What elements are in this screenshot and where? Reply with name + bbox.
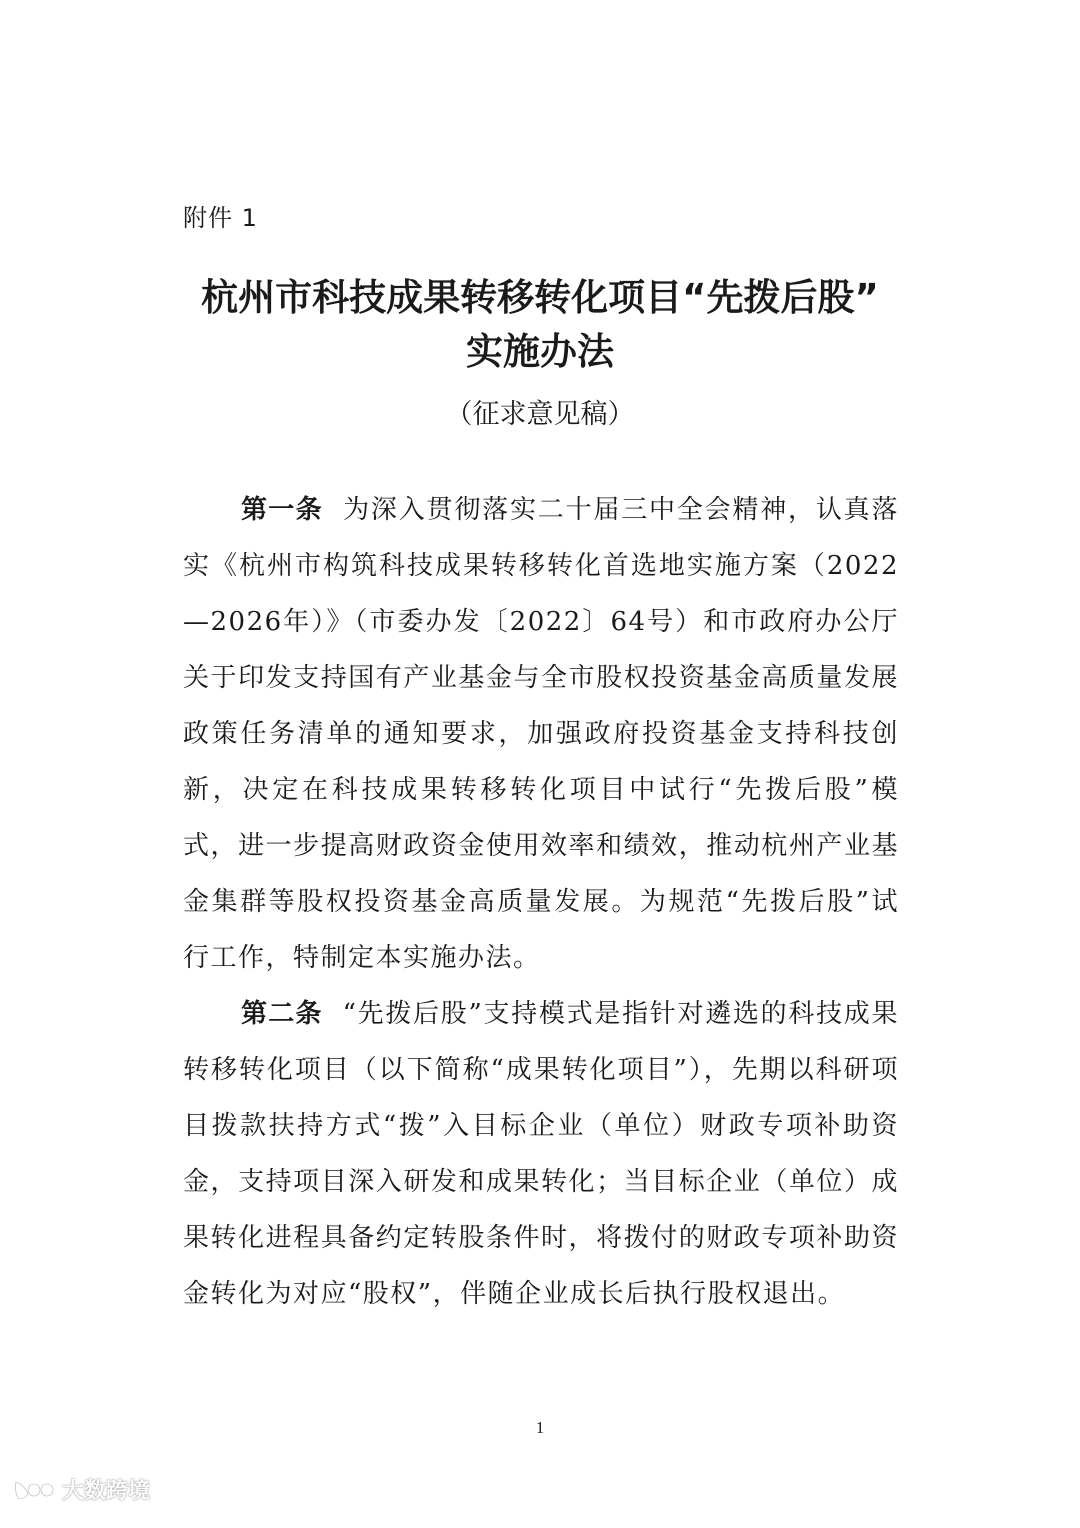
article-2 — [183, 986, 899, 1322]
ds-logo-icon — [12, 1478, 56, 1502]
article-1-text: 为深入贯彻落实二十届三中全会精神，认真落实《杭州市构筑科技成果转移转化首选地实施方案（2022—2026年）》（市委办发〔2022〕64号）和市政府办公厅关于印发支持国有产业基金与全市股权投资基金高质量发展政策任务清单的通知要求，加强政府投资基金支持科技创新，决定在科技成果转移转化项目中试行“先拨后股”模式，进一步提高财政资金使用效率和绩效，推动杭州产业基金集群等股权投资基金高质量发展。为规范“先拨后股”试行工作，特制定本实施办法。 — [183, 495, 899, 973]
article-1 — [183, 482, 899, 986]
watermark-text: 大数跨境 — [62, 1479, 151, 1504]
article-2-heading: 第二条 — [241, 999, 323, 1029]
page-number: 1 — [535, 1418, 545, 1437]
article-1-heading: 第一条 — [241, 495, 323, 525]
article-2-text: “先拨后股”支持模式是指针对遴选的科技成果转移转化项目（以下简称“成果转化项目”），先期以科研项目拨款扶持方式“拨”入目标企业（单位）财政专项补助资金，支持项目深入研发和成果转化；当目标企业（单位）成果转化进程具备约定转股条件时，将拨付的财政专项补助资金转化为对应“股权”，伴随企业成长后执行股权退出。 — [183, 999, 899, 1309]
document-title-line-2: 实施办法 — [466, 330, 614, 373]
attachment-label: 附件 1 — [183, 204, 258, 232]
document-title-line-1: 杭州市科技成果转移转化项目“先拨后股” — [201, 276, 879, 319]
watermark — [12, 1474, 150, 1505]
document-body — [183, 482, 899, 1322]
document-subtitle: （征求意见稿） — [445, 399, 635, 430]
